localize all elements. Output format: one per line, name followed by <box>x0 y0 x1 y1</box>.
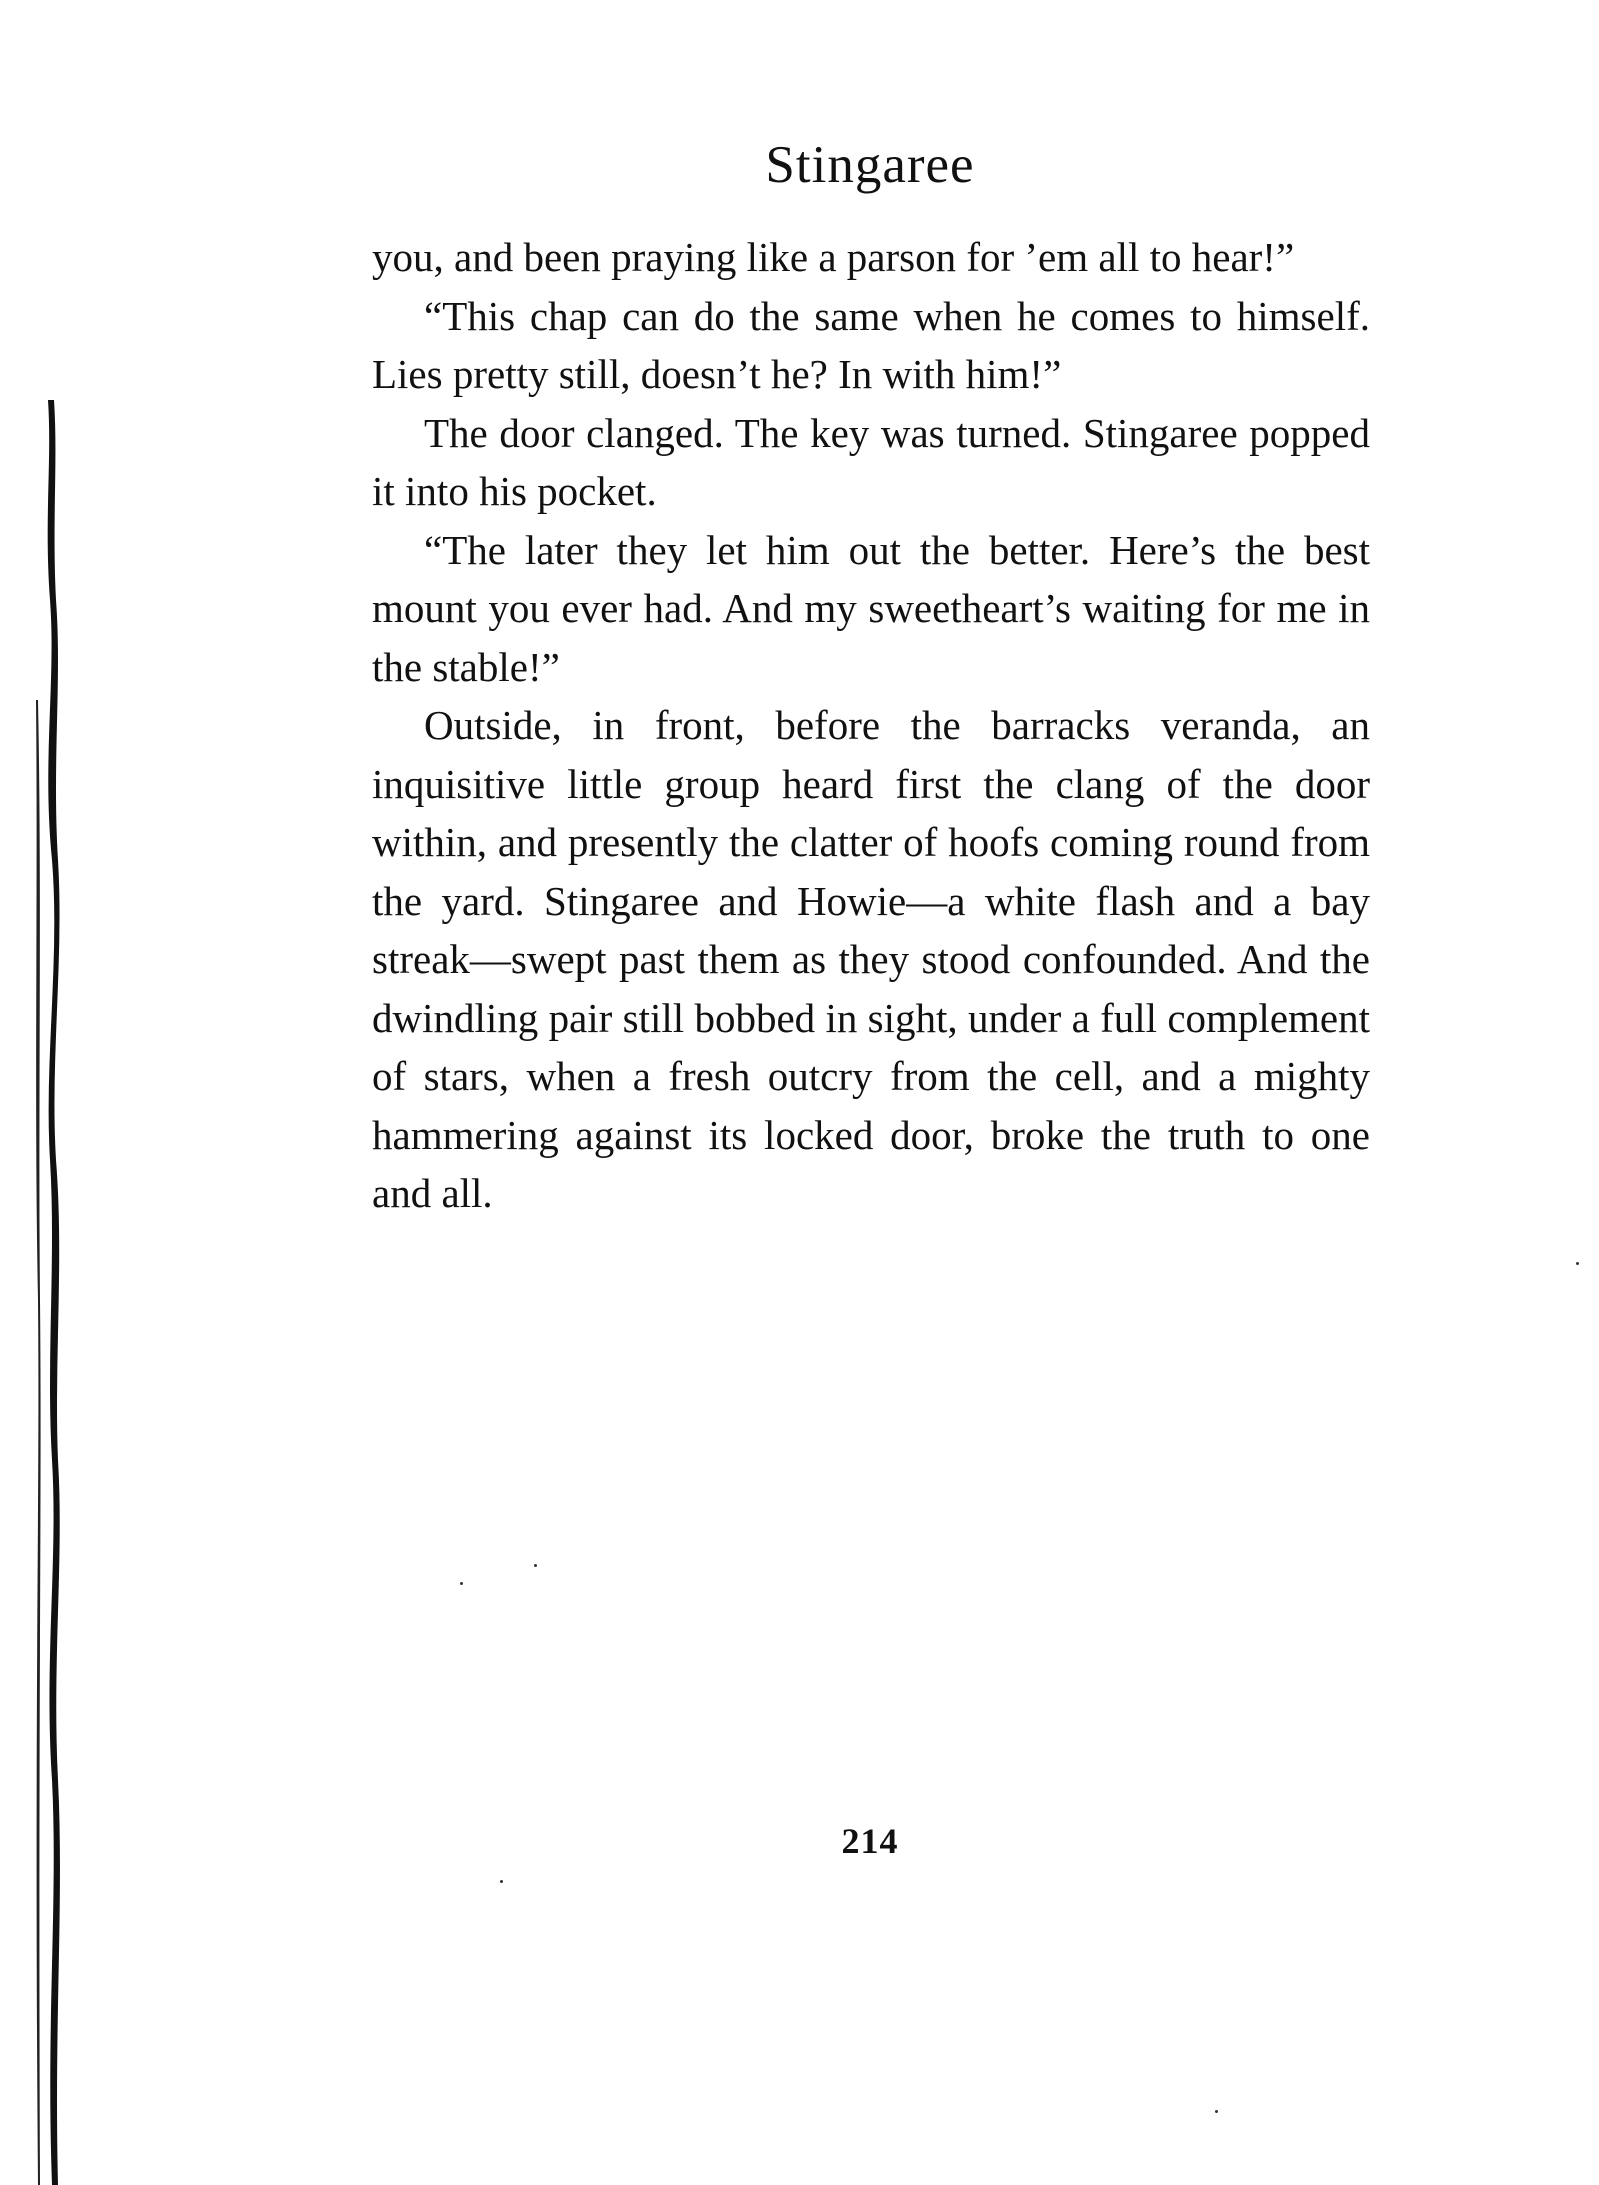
scan-speck <box>1576 1262 1579 1265</box>
running-head: Stingaree <box>765 136 975 194</box>
paragraph-3: The door clanged. The key was turned. Stingaree popped it into his pocket. <box>372 409 1370 514</box>
paragraph-2: “This chap can do the same when he comes to himself. Lies pretty still, doesn’t he? In with him!” <box>372 292 1370 397</box>
scan-speck <box>1215 2110 1218 2113</box>
body-text <box>372 228 1370 1223</box>
paragraph-1: you, and been praying like a parson for ’em all to hear!” <box>372 234 1295 280</box>
binding-edge-shadow <box>30 400 70 2185</box>
paragraph-4: “The later they let him out the better. Here’s the best mount you ever had. And my sweetheart’s waiting for me in the stable!” <box>372 526 1370 690</box>
scan-speck <box>534 1564 537 1567</box>
paragraph-5: Outside, in front, before the barracks veranda, an inquisitive little group heard first the clang of the door within, and presently the clatter of hoofs coming round from the yard. Stingaree and Howie—a white flash and a bay streak—swept past them as they stood confounded. And the dwindling pair still bobbed in sight, under a full complement of stars, when a fresh outcry from the cell, and a mighty hammering against its locked door, broke the truth to one and all. <box>372 702 1370 1216</box>
scan-speck <box>460 1582 463 1585</box>
scan-speck <box>500 1880 503 1883</box>
page-number: 214 <box>841 1821 899 1861</box>
